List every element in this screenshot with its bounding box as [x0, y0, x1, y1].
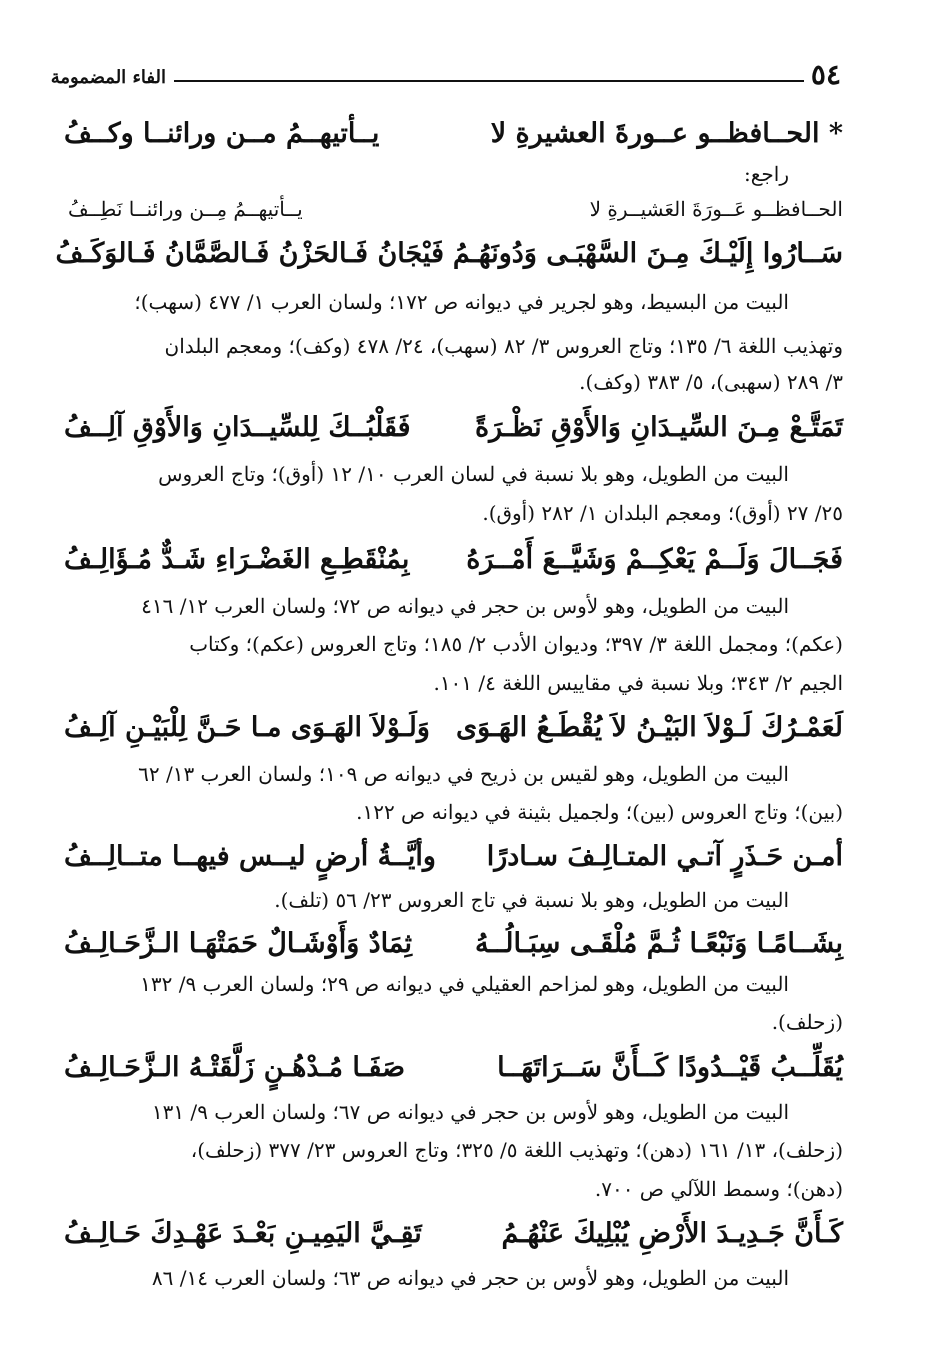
footnote-line: البيت من الطويل، وهو لأوس بن حجر في ديوانه ص ٦٣؛ ولسان العرب ١٤/ ٨٦ — [151, 1266, 789, 1290]
verse-second-hemistich: تَقِـيَّ اليَمِيـنِ بَعْـدَ عَهْـدِكَ حَـالِـفُ — [64, 1218, 422, 1249]
footnote-line: ٢٥/ ٢٧ (أوق)؛ ومعجم البلدان ١/ ٢٨٢ (أوق). — [482, 501, 843, 525]
footnote-line: (دهن)؛ وسمط اللآلي ص ٧٠٠. — [594, 1177, 843, 1201]
running-title: الفاء المضمومة — [50, 67, 166, 88]
verse-second-hemistich: وأيَّــةُ أرضٍ ليــس فيهــا متــالِــفُ — [64, 841, 436, 872]
verse-first-hemistich: سَــارُوا إِلَيْـكَ مِـنَ السَّهْبَـى وَدُونَهُـمُ — [452, 238, 843, 269]
footnote-line: البيت من الطويل، وهو لقيس بن ذريح في ديوانه ص ١٠٩؛ ولسان العرب ١٣/ ٦٢ — [138, 762, 789, 786]
footnote-line: وتهذيب اللغة ٦/ ١٣٥؛ وتاج العروس ٣/ ٨٢ (سهب)، ٢٤/ ٤٧٨ (وكف)؛ ومعجم البلدان — [164, 334, 843, 358]
verse-first-hemistich: * الحــافظــو عــورةَ العشيرةِ لا — [490, 118, 843, 149]
check-second-hemistich: يــأتيهــمُ مِــن ورائنــا نَطِــفُ — [68, 197, 303, 221]
verse-second-hemistich: يــأتيهــمُ مــن ورائنــا وكــفُ — [64, 118, 380, 149]
verse-first-hemistich: أمـن حَـذَرٍ آتـي المتـالِـفَ سـادرًا — [486, 841, 843, 872]
verse-first-hemistich: تَمَتَّـعْ مِـنَ السِّيـدَانِ وَالأَوْقِ نَظْـرَةً — [475, 412, 843, 443]
footnote-line: (عكم)؛ ومجمل اللغة ٣/ ٣٩٧؛ وديوان الأدب ٢/ ١٨٥؛ وتاج العروس (عكم)؛ وكتاب — [189, 632, 843, 656]
footnote-line: (زحلف). — [771, 1010, 843, 1034]
verse-second-hemistich: ثِمَادٌ وَأَوْشَـالٌ حَمَتْهَـا الـزَّحَـالِـفُ — [64, 928, 413, 959]
check-label: راجع: — [744, 162, 789, 186]
verse-second-hemistich: فَيْجَانُ فَـالحَزْنُ فَـالصَّمَّانُ فَـالوَكَـفُ — [55, 238, 444, 269]
verse-first-hemistich: يُقَلِّــبُ قَيْــدُودًا كَــأَنَّ سَــرَاتَهَــا — [497, 1052, 843, 1083]
page-number: ٥٤ — [810, 58, 841, 91]
verse-first-hemistich: كَـأَنَّ جَـدِيـدَ الأَرْضِ يُبْلِيكَ عَنْهُـمُ — [501, 1218, 843, 1249]
footnote-line: (بين)؛ وتاج العروس (بين)؛ ولجميل بثينة في ديوانه ص ١٢٢. — [356, 800, 843, 824]
verse-second-hemistich: بِمُنْقَطِـعِ الغَضْـرَاءِ شَـدٌّ مُـؤَالِـفُ — [64, 544, 410, 575]
footnote-line: البيت من الطويل، وهو لأوس بن حجر في ديوانه ص ٧٢؛ ولسان العرب ١٢/ ٤١٦ — [141, 594, 789, 618]
footnote-line: البيت من الطويل، وهو لأوس بن حجر في ديوانه ص ٦٧؛ ولسان العرب ٩/ ١٣١ — [151, 1100, 789, 1124]
footnote-line: (زحلف)، ١٣/ ١٦١ (دهن)؛ وتهذيب اللغة ٥/ ٣٢٥؛ وتاج العروس ٢٣/ ٣٧٧ (زحلف)، — [190, 1138, 843, 1162]
footnote-line: البيت من البسيط، وهو لجرير في ديوانه ص ١٧٢؛ ولسان العرب ١/ ٤٧٧ (سهب)؛ — [134, 290, 789, 314]
footnote-line: البيت من الطويل، وهو بلا نسبة في لسان العرب ١٠/ ١٢ (أوق)؛ وتاج العروس — [158, 462, 789, 486]
header-rule — [174, 80, 804, 82]
verse-second-hemistich: وَلَـوْلاَ الهَـوَى مـا حَـنَّ لِلْبَيْـنِ آلِـفُ — [64, 712, 430, 743]
verse-second-hemistich: فَقَلْبُــكَ لِلسِّيــدَانِ وَالأَوْقِ آلِــفُ — [64, 412, 411, 443]
footnote-line: ٣/ ٢٨٩ (سهبى)، ٥/ ٣٨٣ (وكف). — [579, 370, 843, 394]
footnote-line: الجيم ٢/ ٣٤٣؛ وبلا نسبة في مقاييس اللغة ٤/ ١٠١. — [433, 671, 843, 695]
verse-first-hemistich: لَعَمْـرُكَ لَـوْلاَ البَيْـنُ لاَ يُقْطَـعُ الهَـوَى — [455, 712, 843, 743]
verse-first-hemistich: بِشَــامًـا وَنَبْعًـا ثُـمَّ مُلْقَـى سِبَـالُــهُ — [474, 928, 843, 959]
verse-first-hemistich: فَجَــالَ وَلَــمْ يَعْكِــمْ وَشَيَّــعَ أَمْــرَهُ — [466, 544, 843, 575]
verse-second-hemistich: صَفَـا مُـدْهُـنٍ زَلَّقَتْـهُ الـزَّحَـالِـفُ — [64, 1052, 406, 1083]
footnote-line: البيت من الطويل، وهو لمزاحم العقيلي في ديوانه ص ٢٩؛ ولسان العرب ٩/ ١٣٢ — [140, 972, 789, 996]
footnote-line: البيت من الطويل، وهو بلا نسبة في تاج العروس ٢٣/ ٥٦ (تلف). — [274, 888, 789, 912]
check-first-hemistich: الحــافظــو عَــورَةَ العَشيــرةِ لا — [589, 197, 843, 221]
